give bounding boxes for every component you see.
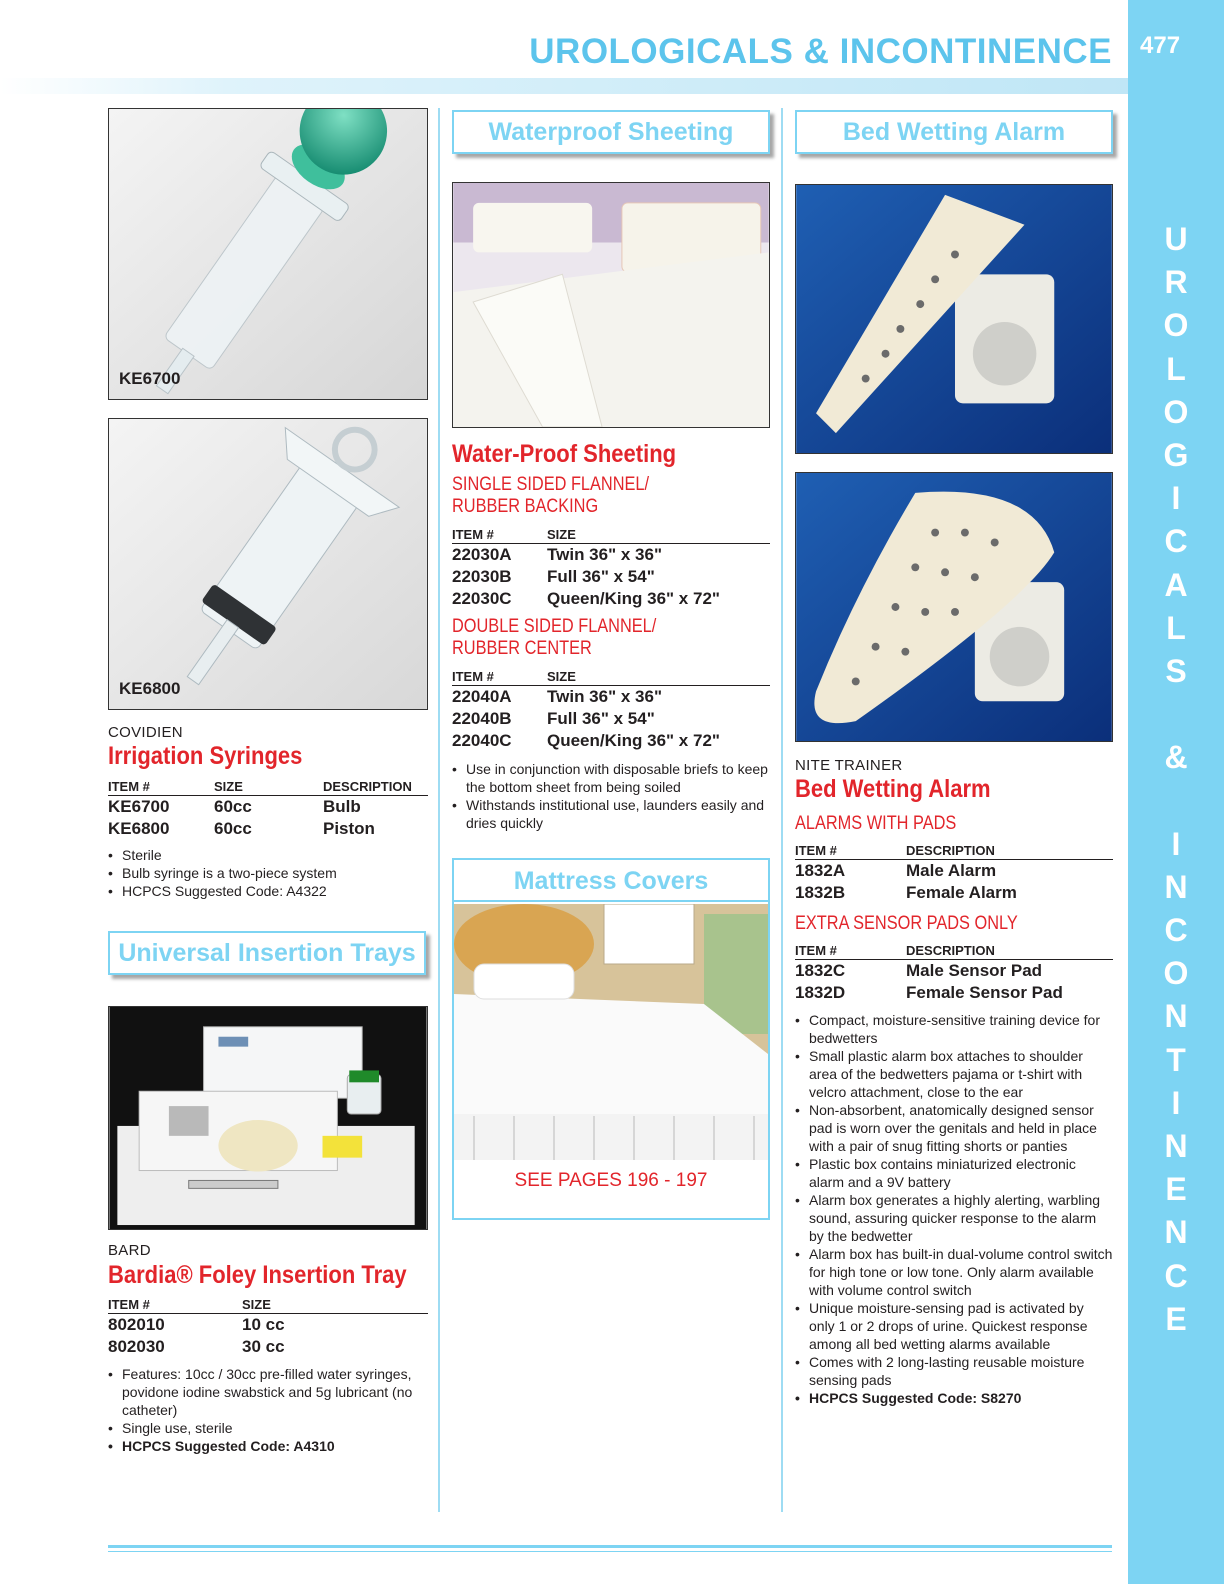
sidebar-vertical-title: [1128, 218, 1224, 1341]
table-row: [452, 708, 770, 730]
sidebar-letter: C: [1164, 523, 1188, 560]
table-row: [108, 796, 428, 818]
list-item: • Alarm box generates a highly alerting, warbling sound, assuring quicker response to the alarm by the bedwetter: [795, 1191, 1113, 1245]
section-box-title: Waterproof Sheeting: [452, 110, 770, 154]
item-description: Male Alarm: [906, 861, 997, 880]
list-item: • HCPCS Suggested Code: S8270: [795, 1389, 1113, 1407]
sidebar-letter: N: [1164, 1127, 1188, 1164]
list-item: • Small plastic alarm box attaches to shoulder area of the bedwetters pajama or t-shirt with velcro attachment, close to the ear: [795, 1047, 1113, 1101]
list-item: • Alarm box has built-in dual-volume control switch for high tone or low tone. Only alarm available with volume control switch: [795, 1245, 1113, 1299]
list-item: • Comes with 2 long-lasting reusable moisture sensing pads: [795, 1353, 1113, 1389]
product-title: Irrigation Syringes: [108, 742, 303, 770]
item-description: Bulb: [323, 797, 361, 816]
column-header: ITEM #: [795, 943, 837, 958]
sidebar-letter: O: [1163, 955, 1189, 992]
header-band: [0, 78, 1128, 94]
item-description: Male Sensor Pad: [906, 961, 1043, 980]
list-item: • Features: 10cc / 30cc pre-filled water syringes, povidone iodine swabstick and 5g lubricant (no catheter): [108, 1365, 423, 1419]
list-item: • Single use, sterile: [108, 1419, 423, 1437]
sidebar-letter: L: [1166, 609, 1186, 646]
column-header: SIZE: [214, 779, 243, 794]
page-number: 477: [1140, 32, 1181, 59]
sheeting-features: [452, 760, 770, 832]
section-box-title: Mattress Covers: [454, 860, 768, 902]
sub-heading: EXTRA SENSOR PADS ONLY: [795, 913, 1018, 934]
column-header: ITEM #: [795, 843, 837, 858]
column-header: SIZE: [547, 669, 576, 684]
list-item: • HCPCS Suggested Code: A4310: [108, 1437, 423, 1455]
sub-heading: SINGLE SIDED FLANNEL/: [452, 474, 650, 495]
sidebar-letter: I: [1171, 480, 1181, 517]
sub-heading: RUBBER BACKING: [452, 496, 599, 517]
item-number: 1832A: [795, 861, 846, 880]
sidebar-letter: [1128, 693, 1224, 736]
brand-name: COVIDIEN: [108, 724, 183, 741]
item-size: 10 cc: [242, 1315, 285, 1334]
syringes-spec-table: [108, 778, 428, 840]
column-header: ITEM #: [452, 527, 494, 542]
item-number: 22040C: [452, 731, 512, 750]
item-number: 1832C: [795, 961, 846, 980]
footer-rule: [108, 1545, 1112, 1548]
sidebar-letter: A: [1164, 566, 1188, 603]
table-row: [108, 818, 428, 840]
sidebar-letter: N: [1164, 1214, 1188, 1251]
female-alarm-photo: [795, 472, 1113, 742]
section-box-title: Universal Insertion Trays: [108, 931, 426, 975]
item-number: 22030C: [452, 589, 512, 608]
product-title: Bed Wetting Alarm: [795, 775, 991, 803]
pads-spec-table: [795, 942, 1113, 1004]
mattress-photo: [454, 904, 768, 1160]
sidebar-letter: C: [1164, 912, 1188, 948]
trays-spec-table: [108, 1296, 428, 1358]
alarms-spec-table: [795, 842, 1113, 904]
list-item: • Use in conjunction with disposable briefs to keep the bottom sheet from being soiled: [452, 760, 770, 796]
sidebar-letter: T: [1166, 1041, 1186, 1078]
item-number: KE6700: [108, 797, 170, 816]
column-header: DESCRIPTION: [323, 779, 412, 794]
item-size: Full 36" x 54": [547, 709, 655, 728]
male-alarm-photo: [795, 184, 1113, 454]
piston-syringe-photo: [108, 418, 428, 710]
syringes-features: [108, 846, 428, 900]
trays-features: [108, 1365, 423, 1455]
item-number: 802010: [108, 1315, 165, 1334]
item-description: Female Alarm: [906, 883, 1017, 902]
table-row: [452, 686, 770, 708]
column-header: ITEM #: [108, 779, 150, 794]
table-row: [795, 882, 1113, 904]
table-row: [452, 566, 770, 588]
item-number: 22040A: [452, 687, 512, 706]
brand-name: NITE TRAINER: [795, 757, 903, 774]
item-number: 1832B: [795, 883, 846, 902]
single-sided-spec-table: [452, 526, 770, 610]
table-row: [452, 730, 770, 752]
list-item: • HCPCS Suggested Code: A4322: [108, 882, 428, 900]
bulb-syringe-photo: [108, 108, 428, 400]
table-header: [108, 778, 428, 796]
table-row: [795, 960, 1113, 982]
product-title: Bardia® Foley Insertion Tray: [108, 1261, 407, 1289]
sidebar-letter: O: [1163, 307, 1189, 344]
sidebar-letter: I: [1171, 825, 1181, 862]
sidebar-letter: &: [1164, 739, 1188, 776]
table-row: [108, 1314, 428, 1336]
item-size: Twin 36" x 36": [547, 545, 663, 564]
sidebar-letter: S: [1165, 652, 1187, 689]
table-row: [452, 544, 770, 566]
table-header: [452, 526, 770, 544]
alarm-features: [795, 1011, 1113, 1407]
sidebar-letter: U: [1164, 221, 1188, 257]
sidebar-letter: C: [1164, 1257, 1188, 1294]
sidebar-letter: E: [1165, 1171, 1187, 1208]
sidebar-letter: I: [1171, 1084, 1181, 1121]
sub-heading: RUBBER CENTER: [452, 638, 592, 659]
brand-name: BARD: [108, 1242, 151, 1259]
sidebar-letter: N: [1164, 998, 1188, 1035]
sidebar-letter: L: [1166, 350, 1186, 387]
list-item: • Bulb syringe is a two-piece system: [108, 864, 428, 882]
table-header: [795, 842, 1113, 860]
item-size: Full 36" x 54": [547, 567, 655, 586]
list-item: • Plastic box contains miniaturized electronic alarm and a 9V battery: [795, 1155, 1113, 1191]
column-header: SIZE: [242, 1297, 271, 1312]
item-number: 22030A: [452, 545, 512, 564]
insertion-tray-photo: [108, 1006, 428, 1230]
item-number: 22030B: [452, 567, 512, 586]
column-header: DESCRIPTION: [906, 843, 995, 858]
image-label: KE6700: [119, 369, 181, 388]
item-number: 22040B: [452, 709, 512, 728]
double-sided-spec-table: [452, 668, 770, 752]
section-title: UROLOGICALS & INCONTINENCE: [529, 32, 1112, 71]
table-row: [452, 588, 770, 610]
table-row: [108, 1336, 428, 1358]
item-size: Twin 36" x 36": [547, 687, 663, 706]
sidebar-letter: G: [1163, 436, 1189, 473]
table-row: [795, 860, 1113, 882]
sub-heading: DOUBLE SIDED FLANNEL/: [452, 616, 657, 637]
see-pages-reference: SEE PAGES 196 - 197: [514, 1170, 708, 1191]
column-divider: [438, 108, 440, 1512]
column-divider: [781, 108, 783, 1512]
sidebar-letter: [1128, 779, 1224, 822]
table-header: [795, 942, 1113, 960]
mattress-covers-box: [452, 858, 770, 1220]
item-size: 60cc: [214, 819, 252, 838]
image-label: KE6800: [119, 679, 181, 698]
item-size: 30 cc: [242, 1337, 285, 1356]
list-item: • Non-absorbent, anatomically designed sensor pad is worn over the genitals and held in place with a pair of snug fitting shorts or panties: [795, 1101, 1113, 1155]
table-header: [452, 668, 770, 686]
product-title: Water-Proof Sheeting: [452, 440, 677, 468]
list-item: • Sterile: [108, 846, 428, 864]
list-item: • Compact, moisture-sensitive training device for bedwetters: [795, 1011, 1113, 1047]
sheeting-photo: [452, 182, 770, 428]
sidebar-letter: N: [1164, 868, 1188, 905]
item-description: Female Sensor Pad: [906, 983, 1063, 1002]
item-number: KE6800: [108, 819, 170, 838]
item-description: Piston: [323, 819, 375, 838]
column-header: SIZE: [547, 527, 576, 542]
column-header: ITEM #: [452, 669, 494, 684]
section-box-title: Bed Wetting Alarm: [795, 110, 1113, 154]
item-size: 60cc: [214, 797, 252, 816]
list-item: • Unique moisture-sensing pad is activated by only 1 or 2 drops of urine. Quickest response among all bed wetting alarms available: [795, 1299, 1113, 1353]
sidebar-letter: O: [1163, 393, 1189, 430]
sidebar-letter: R: [1164, 264, 1188, 301]
sub-heading: ALARMS WITH PADS: [795, 813, 957, 834]
item-size: Queen/King 36" x 72": [547, 731, 720, 750]
column-header: DESCRIPTION: [906, 943, 995, 958]
list-item: • Withstands institutional use, launders easily and dries quickly: [452, 796, 770, 832]
footer-rule: [108, 1551, 1112, 1552]
table-header: [108, 1296, 428, 1314]
item-size: Queen/King 36" x 72": [547, 589, 720, 608]
item-number: 802030: [108, 1337, 165, 1356]
sidebar-letter: E: [1165, 1300, 1187, 1337]
column-header: ITEM #: [108, 1297, 150, 1312]
table-row: [795, 982, 1113, 1004]
item-number: 1832D: [795, 983, 846, 1002]
